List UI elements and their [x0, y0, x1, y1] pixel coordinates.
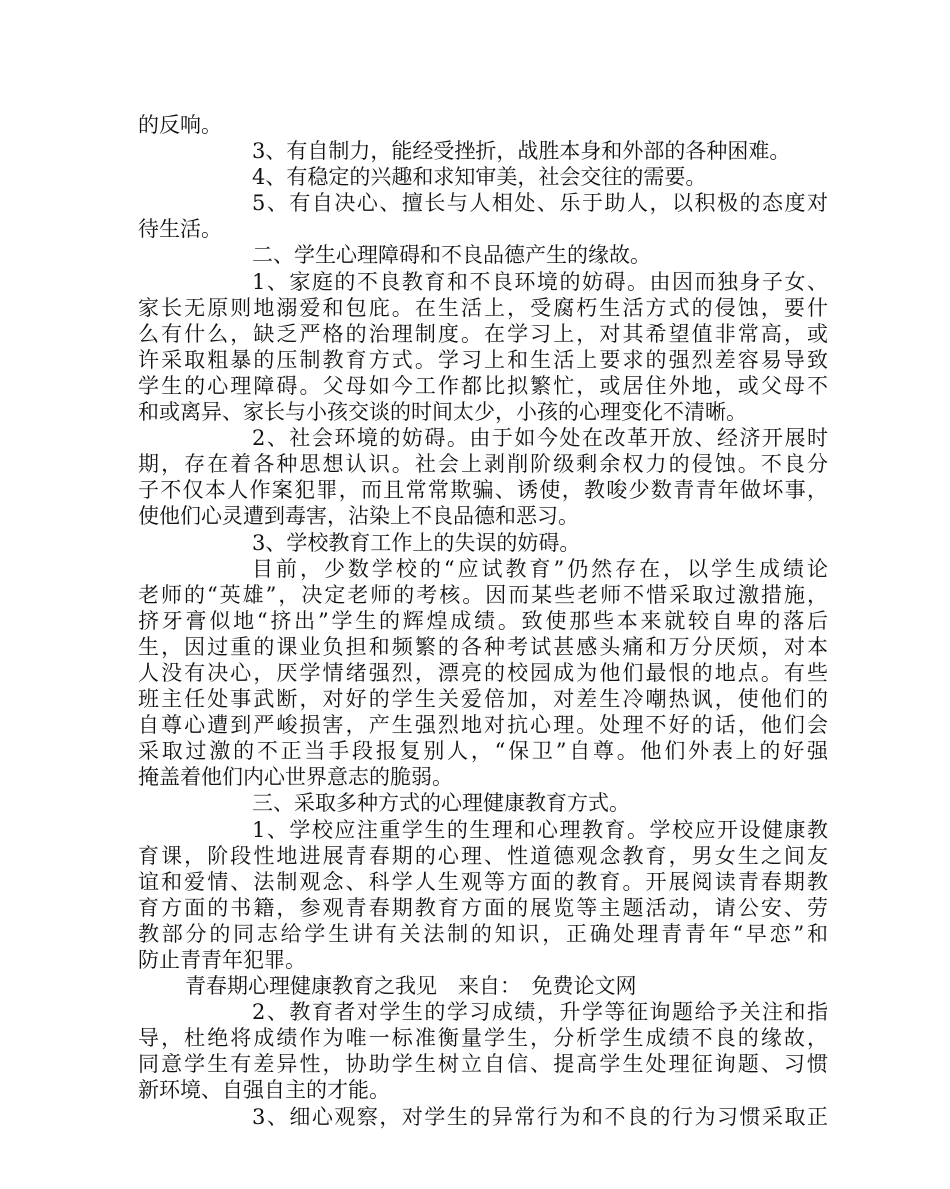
text-line: 待生活。: [138, 217, 222, 242]
text-line: 么有什么，缺乏严格的治理制度。在学习上，对其希望值非常高，或: [138, 321, 828, 346]
text-line: 子不仅本人作案犯罪，而且常常欺骗、诱使，教唆少数青青年做坏事，: [138, 478, 828, 503]
text-line: 防止青青年犯罪。: [138, 948, 306, 972]
text-line: 导，杜绝将成绩作为唯一标准衡量学生，分析学生成绩不良的缘故，: [138, 1026, 828, 1051]
text-line: 自尊心遭到严峻损害，产生强烈地对抗心理。处理不好的话，他们会: [138, 713, 828, 738]
text-line: 育课，阶段性地进展青春期的心理、性道德观念教育，男女生之间友: [138, 843, 828, 868]
text-line: 4、有稳定的兴趣和求知审美，社会交往的需要。: [252, 165, 707, 190]
source-line: 青春期心理健康教育之我见 来自： 免费论文网: [185, 974, 637, 999]
text-line: 3、有自制力，能经受挫折，战胜本身和外部的各种困难。: [252, 139, 791, 164]
text-line: 目前，少数学校的“应试教育”仍然存在，以学生成绩论: [252, 556, 828, 581]
text-line: 3、学校教育工作上的失误的妨碍。: [252, 530, 581, 555]
text-line: 新环境、自强自主的才能。: [138, 1078, 390, 1103]
text-line: 教部分的同志给学生讲有关法制的知识，正确处理青青年“早恋”和: [138, 921, 828, 946]
section-heading: 二、学生心理障碍和不良品德产生的缘故。: [252, 243, 651, 268]
text-line: 1、家庭的不良教育和不良环境的妨碍。由因而独身子女、: [252, 269, 828, 294]
text-line: 班主任处事武断，对好的学生关爱倍加，对差生冷嘲热讽，使他们的: [138, 687, 828, 712]
text-line: 老师的“英雄”，决定老师的考核。因而某些老师不惜采取过激措施，: [138, 582, 828, 607]
text-line: 使他们心灵遭到毒害，沾染上不良品德和恶习。: [138, 504, 579, 529]
text-line: 2、社会环境的妨碍。由于如今处在改革开放、经济开展时: [252, 426, 828, 451]
text-line: 同意学生有差异性，协助学生树立自信、提高学生处理征询题、习惯: [138, 1052, 828, 1077]
text-line: 学生的心理障碍。父母如今工作都比拟繁忙，或居住外地，或父母不: [138, 373, 828, 398]
text-line: 和或离异、家长与小孩交谈的时间太少，小孩的心理变化不清晰。: [138, 400, 747, 425]
text-line: 采取过激的不正当手段报复别人，“保卫”自尊。他们外表上的好强: [138, 739, 828, 764]
text-line: 期，存在着各种思想认识。社会上剥削阶级剩余权力的侵蚀。不良分: [138, 452, 828, 477]
text-line: 挤牙膏似地“挤出”学生的辉煌成绩。致使那些本来就较自卑的落后: [138, 608, 828, 633]
section-heading: 三、采取多种方式的心理健康教育方式。: [252, 791, 630, 816]
document-body: [138, 112, 828, 1130]
text-line: 生，因过重的课业负担和频繁的各种考试甚感头痛和万分厌烦，对本: [138, 634, 828, 659]
text-line: 家长无原则地溺爱和包庇。在生活上，受腐朽生活方式的侵蚀，要什: [138, 295, 828, 320]
text-line: 5、有自决心、擅长与人相处、乐于助人，以积极的态度对: [252, 191, 828, 216]
text-line: 2、教育者对学生的学习成绩，升学等征询题给予关注和指: [252, 1000, 828, 1025]
text-line: 掩盖着他们内心世界意志的脆弱。: [138, 765, 453, 790]
text-line: 1、学校应注重学生的生理和心理教育。学校应开设健康教: [252, 817, 828, 842]
text-line: 人没有决心，厌学情绪强烈，漂亮的校园成为他们最恨的地点。有些: [138, 660, 828, 685]
text-line: 3、细心观察，对学生的异常行为和不良的行为习惯采取正: [252, 1104, 828, 1129]
text-line: 的反响。: [138, 113, 222, 137]
text-line: 许采取粗暴的压制教育方式。学习上和生活上要求的强烈差容易导致: [138, 347, 828, 372]
text-line: 谊和爱情、法制观念、科学人生观等方面的教育。开展阅读青春期教: [138, 869, 828, 894]
text-line: 育方面的书籍，参观青春期教育方面的展览等主题活动，请公安、劳: [138, 895, 828, 920]
